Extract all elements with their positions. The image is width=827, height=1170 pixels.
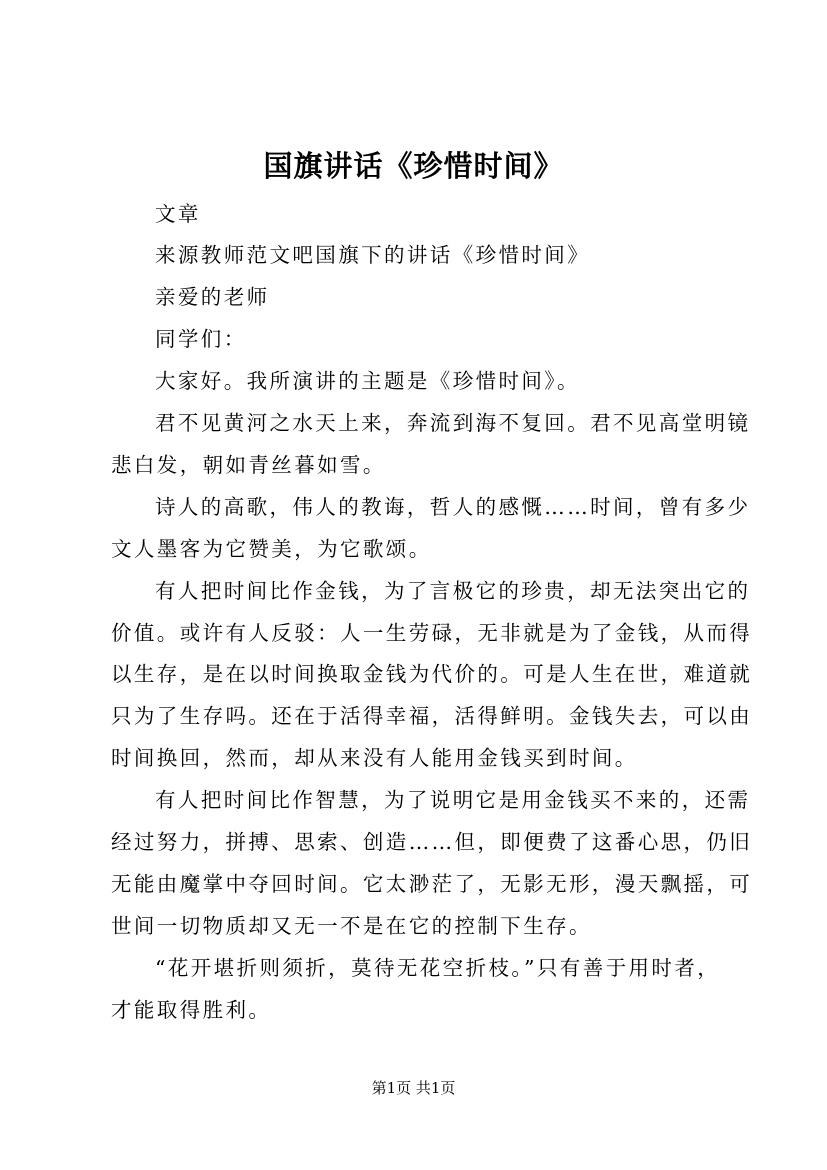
text-line: 才能取得胜利。 bbox=[111, 998, 272, 1022]
text-line: 亲爱的老师 bbox=[155, 285, 270, 309]
text-line: 时间换回，然而，却从来没有人能用金钱买到时间。 bbox=[111, 746, 638, 770]
text-line: 世间一切物质却又无一不是在它的控制下生存。 bbox=[111, 914, 592, 938]
document-title: 国旗讲话《珍惜时间》 bbox=[263, 149, 564, 183]
text-line: 同学们： bbox=[155, 327, 247, 351]
text-line: 只为了生存吗。还在于活得幸福，活得鲜明。金钱失去，可以由 bbox=[111, 704, 753, 728]
text-line: 诗人的高歌，伟人的教诲，哲人的感慨……时间，曾有多少 bbox=[155, 495, 751, 519]
text-line: 无能由魔掌中夺回时间。它太渺茫了，无影无形，漫天飘摇，可 bbox=[111, 872, 753, 896]
text-line: 君不见黄河之水天上来，奔流到海不复回。君不见高堂明镜 bbox=[155, 411, 751, 435]
text-line: 文章 bbox=[155, 202, 201, 226]
text-line: 来源教师范文吧国旗下的讲话《珍惜时间》 bbox=[155, 243, 591, 267]
text-line: 以生存，是在以时间换取金钱为代价的。可是人生在世，难道就 bbox=[111, 662, 753, 686]
text-line: “花开堪折则须折，莫待无花空折枝。”只有善于用时者， bbox=[155, 956, 721, 980]
text-line: 大家好。我所演讲的主题是《珍惜时间》。 bbox=[155, 369, 580, 393]
text-line: 文人墨客为它赞美，为它歌颂。 bbox=[111, 537, 432, 561]
page-number-footer: 第1页 共1页 bbox=[371, 1079, 456, 1097]
text-line: 悲白发，朝如青丝暮如雪。 bbox=[111, 453, 386, 477]
text-line: 有人把时间比作金钱，为了言极它的珍贵，却无法突出它的 bbox=[155, 579, 751, 603]
text-line: 有人把时间比作智慧，为了说明它是用金钱买不来的，还需 bbox=[155, 788, 751, 812]
text-line: 价值。或许有人反驳：人一生劳碌，无非就是为了金钱，从而得 bbox=[111, 621, 753, 645]
text-line: 经过努力，拼搏、思索、创造……但，即便费了这番心思，仍旧 bbox=[111, 830, 753, 854]
